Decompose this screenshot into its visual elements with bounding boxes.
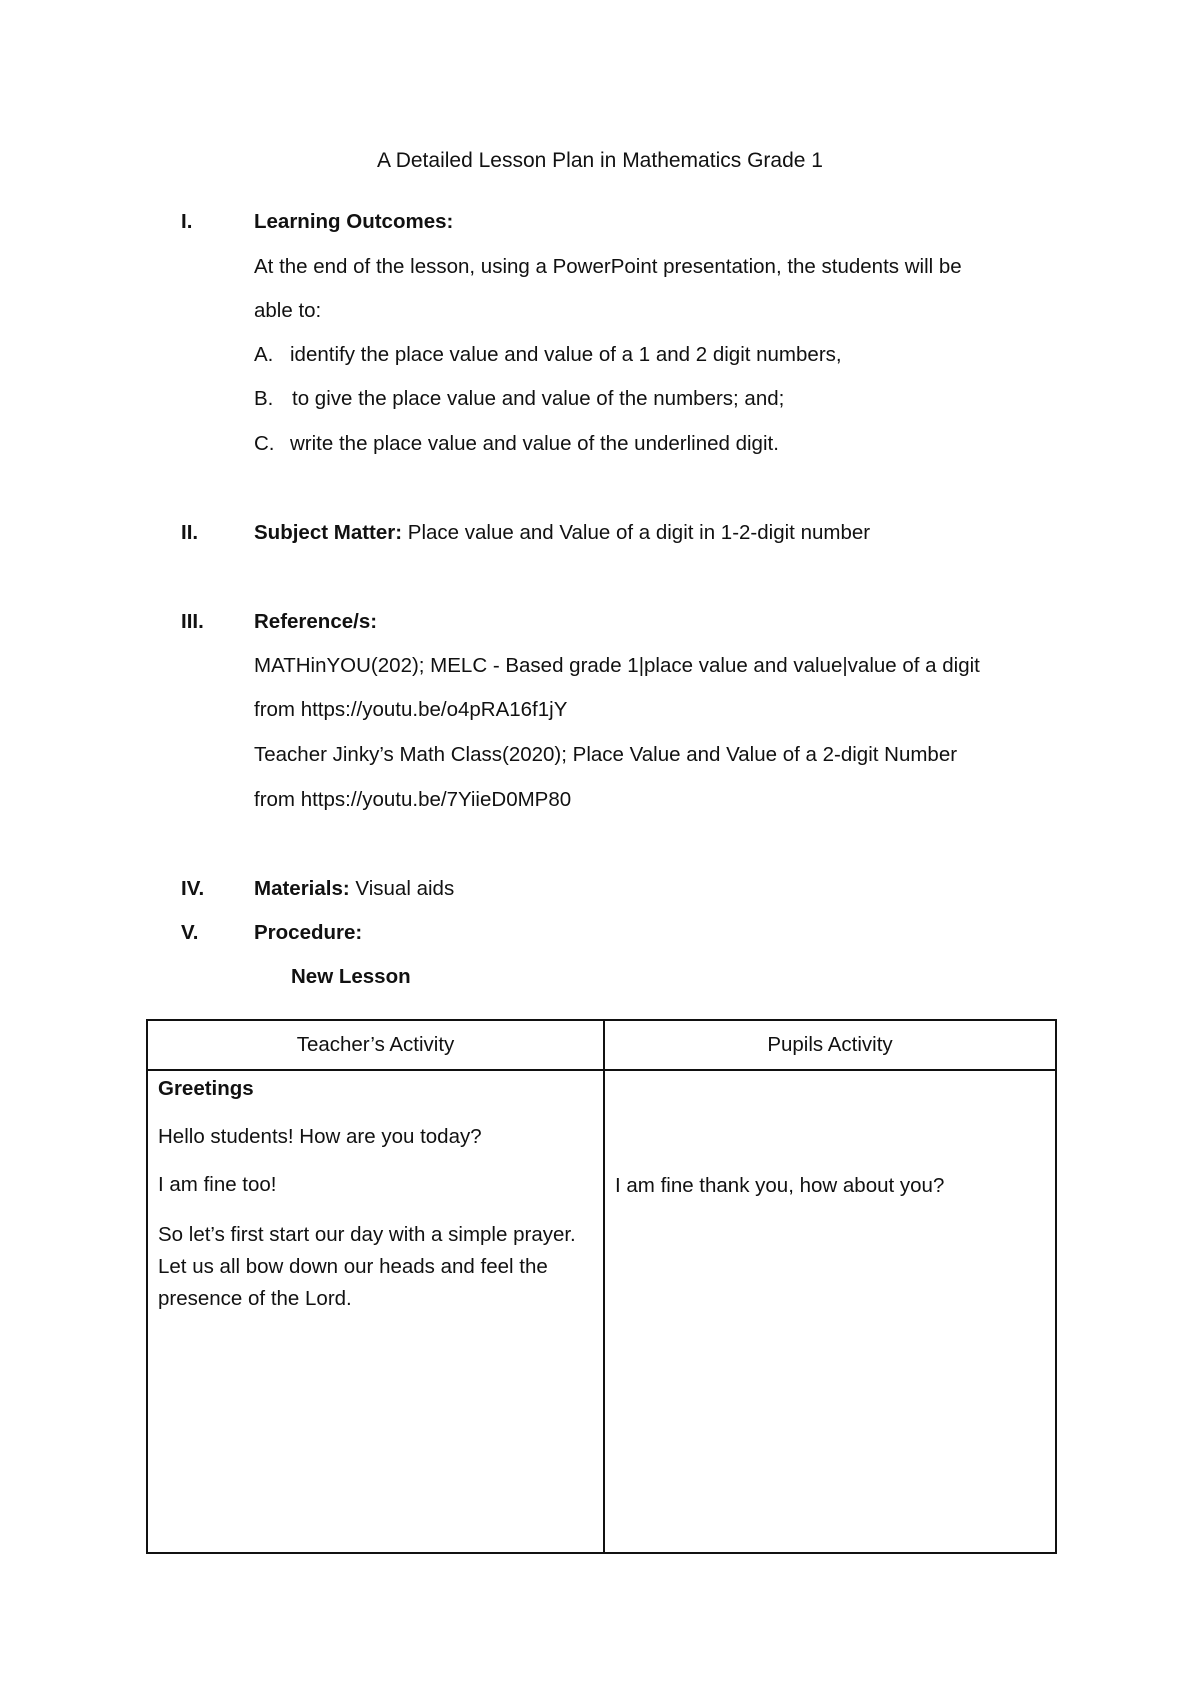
section-numeral-ii: II.: [181, 521, 199, 544]
table-row: [147, 1070, 1056, 1553]
page-title: A Detailed Lesson Plan in Mathematics Grade 1: [377, 149, 823, 172]
reference-line: Teacher Jinky’s Math Class(2020); Place Value and Value of a 2-digit Number: [254, 743, 958, 766]
teacher-prayer-text: So let’s first start our day with a simple prayer. Let us all bow down our heads and feel the presence of the Lord.: [158, 1223, 576, 1310]
materials-text: Visual aids: [355, 877, 455, 900]
greetings-label: Greetings: [158, 1077, 254, 1100]
activity-table: [146, 1019, 1057, 1554]
teacher-activity-header: Teacher’s Activity: [147, 1020, 604, 1070]
section-numeral-iv: IV.: [181, 877, 205, 900]
subject-matter-line: [254, 520, 870, 546]
section-numeral-v: V.: [181, 921, 199, 944]
pupils-activity-header: Pupils Activity: [604, 1020, 1056, 1070]
objective-letter: C.: [254, 432, 275, 455]
reference-line: from https://youtu.be/7YiieD0MP80: [254, 788, 572, 811]
pupils-activity-cell: [604, 1070, 1056, 1553]
objective-letter: B.: [254, 387, 274, 410]
reference-line: from https://youtu.be/o4pRA16f1jY: [254, 698, 568, 721]
references-heading: Reference/s:: [254, 610, 378, 633]
new-lesson-subheading: New Lesson: [291, 965, 411, 988]
section-numeral-iii: III.: [181, 610, 204, 633]
learning-outcomes-intro-line1: At the end of the lesson, using a PowerPoint presentation, the students will be: [254, 255, 962, 278]
objective-text: identify the place value and value of a 1 and 2 digit numbers,: [290, 343, 842, 366]
reference-line: MATHinYOU(202); MELC - Based grade 1|place value and value|value of a digit: [254, 654, 980, 677]
subject-matter-text: Place value and Value of a digit in 1-2-digit number: [407, 521, 871, 544]
teacher-activity-cell: [147, 1070, 604, 1553]
objective-text: to give the place value and value of the numbers; and;: [292, 387, 785, 410]
section-numeral-i: I.: [181, 210, 193, 233]
procedure-heading: Procedure:: [254, 921, 363, 944]
pupils-reply-text: I am fine thank you, how about you?: [615, 1174, 945, 1197]
objective-letter: A.: [254, 343, 274, 366]
learning-outcomes-intro-line2: able to:: [254, 299, 322, 322]
teacher-fine-text: I am fine too!: [158, 1173, 277, 1196]
table-header-row: [147, 1020, 1056, 1070]
materials-line: [254, 876, 454, 902]
teacher-hello-text: Hello students! How are you today?: [158, 1125, 482, 1148]
learning-outcomes-heading: Learning Outcomes:: [254, 210, 454, 233]
objective-text: write the place value and value of the underlined digit.: [290, 432, 779, 455]
subject-matter-heading: Subject Matter:: [254, 521, 403, 544]
materials-heading: Materials:: [254, 877, 350, 900]
